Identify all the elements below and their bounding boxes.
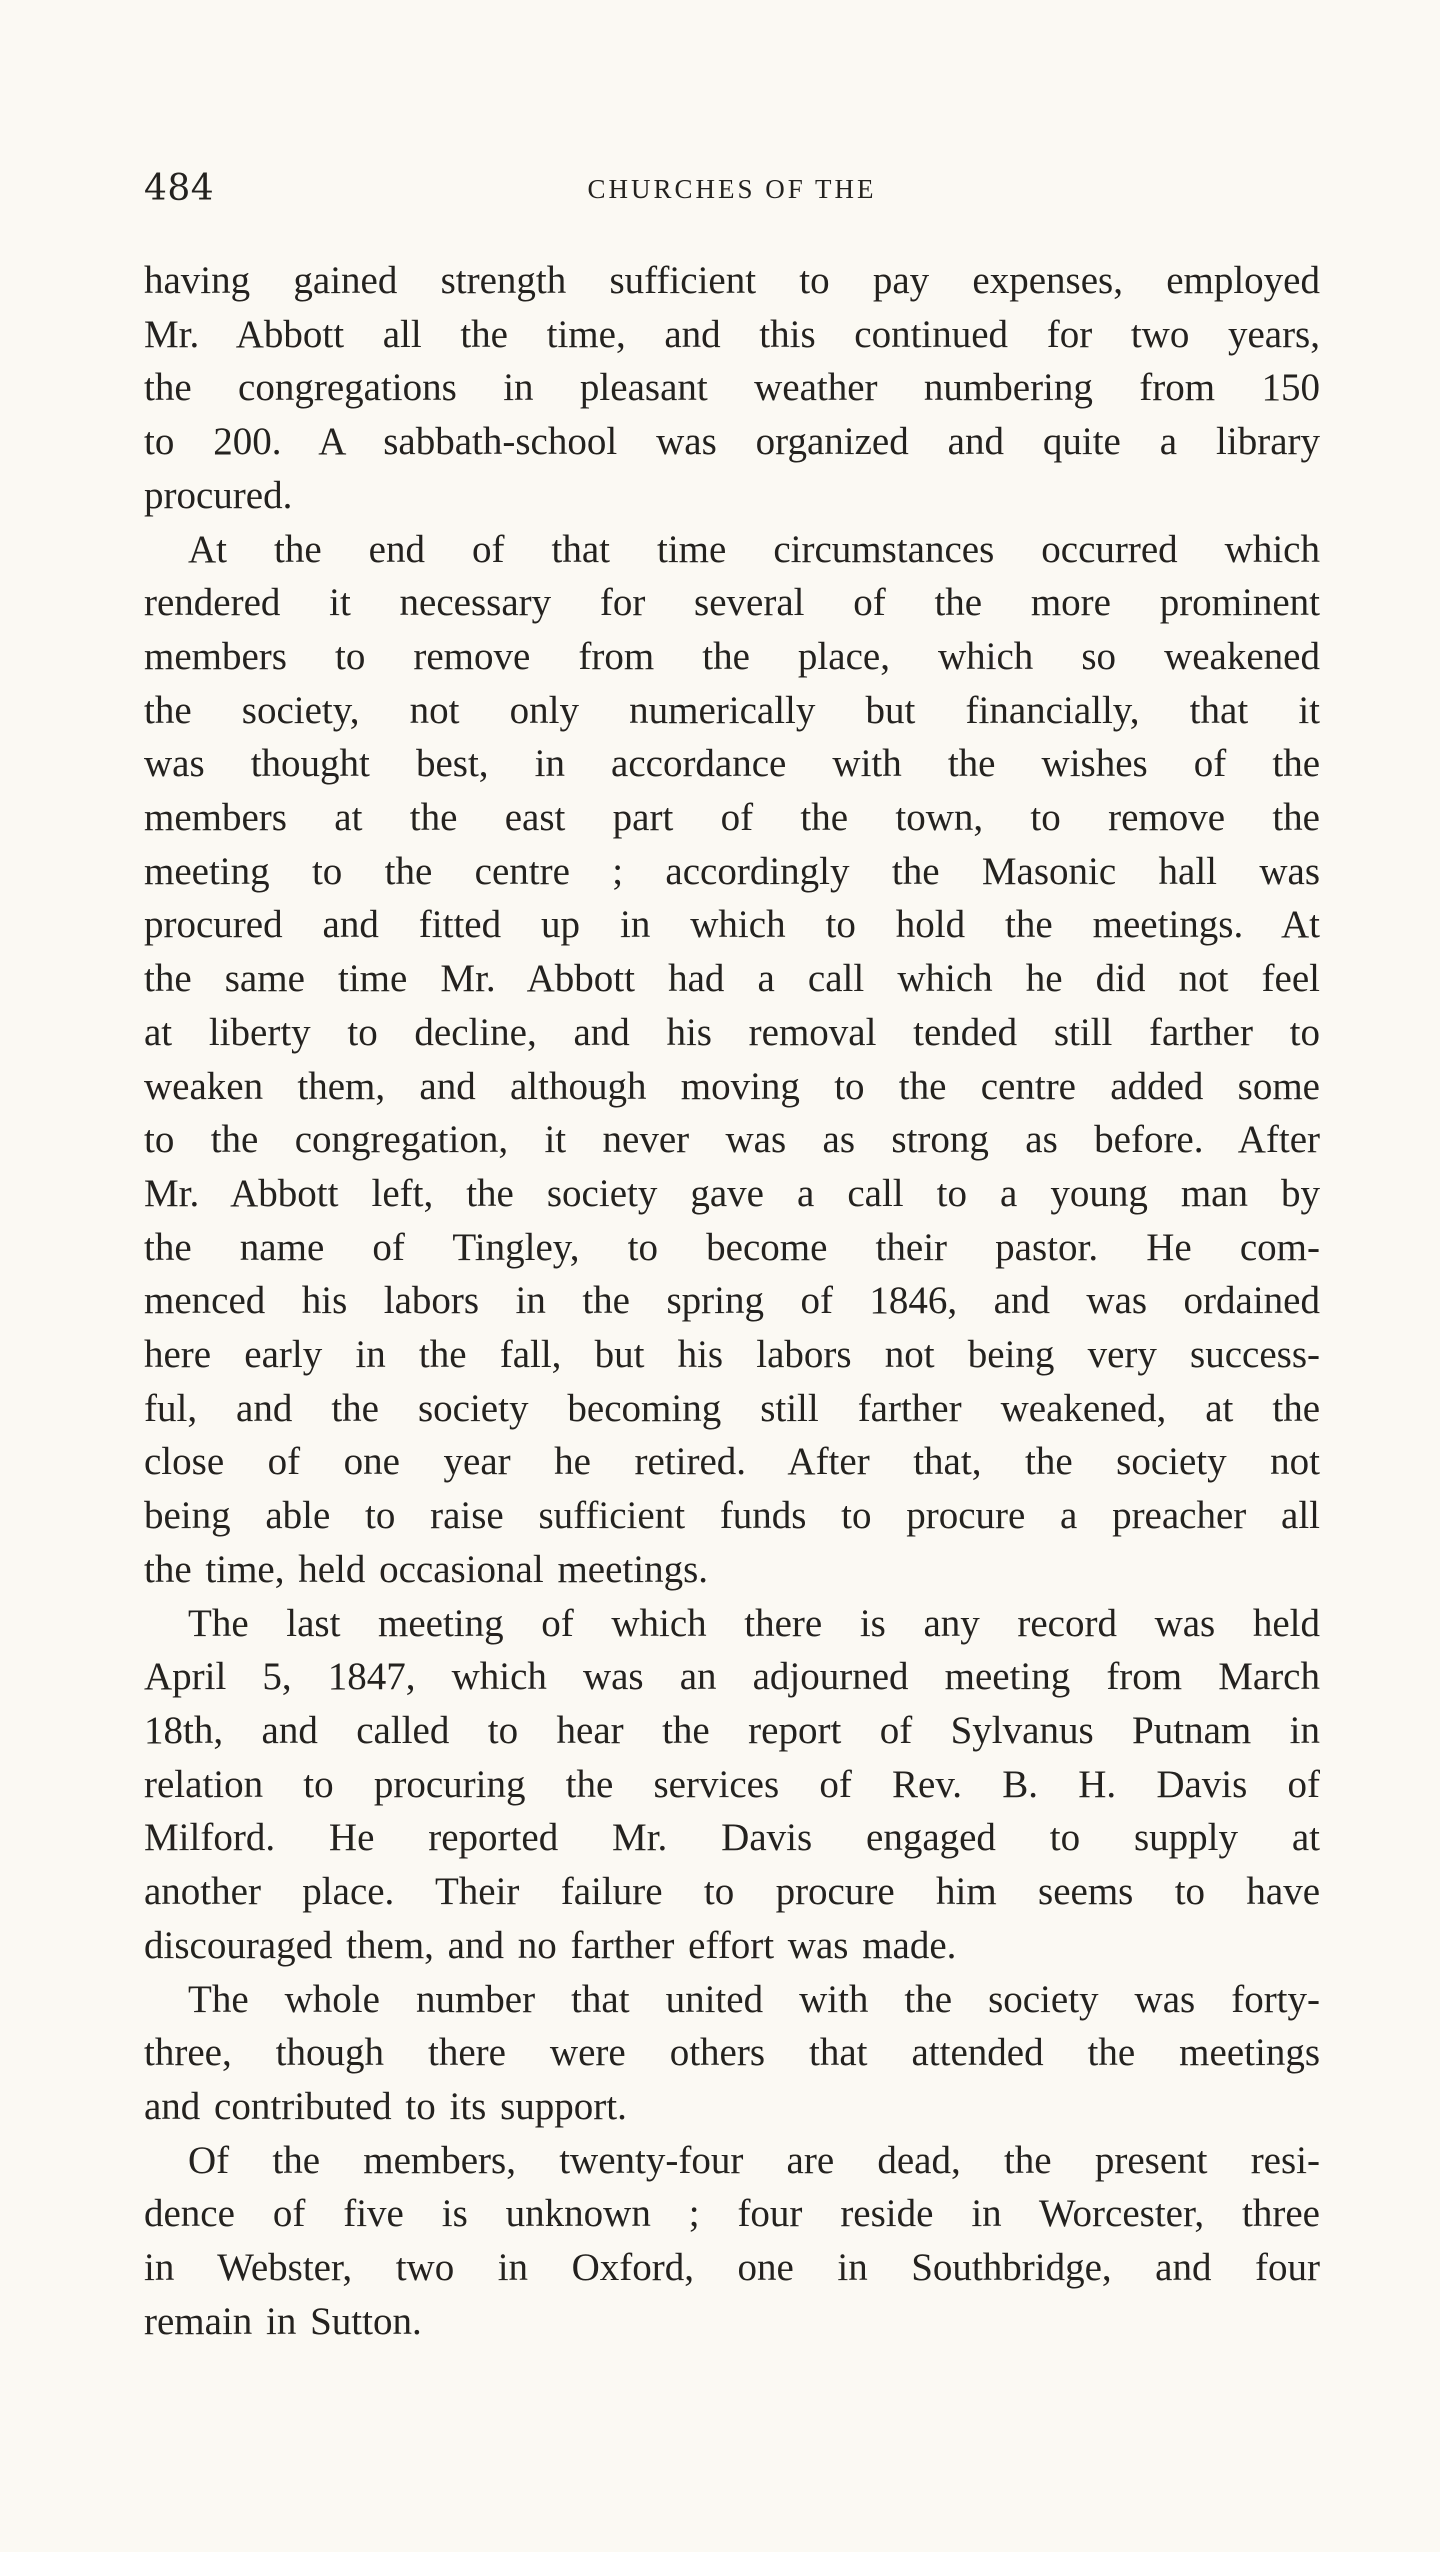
text-line: the name of Tingley, to become their pastor. He com- xyxy=(144,1225,1320,1269)
body-text xyxy=(144,254,1320,2348)
text-line: ful, and the society becoming still farther weakened, at the xyxy=(144,1386,1320,1430)
paragraph xyxy=(144,1973,1320,2134)
text-line: to 200. A sabbath-school was organized and quite a library xyxy=(144,420,1320,464)
page-number: 484 xyxy=(144,168,215,209)
paragraph xyxy=(144,523,1320,1597)
text-line: another place. Their failure to procure him seems to have xyxy=(144,1870,1320,1914)
text-line: the congregations in pleasant weather numbering from 150 xyxy=(144,366,1320,410)
text-line: meeting to the centre ; accordingly the Masonic hall was xyxy=(144,849,1320,893)
text-line: here early in the fall, but his labors not being very success- xyxy=(144,1333,1320,1377)
text-line: dence of five is unknown ; four reside in Worcester, three xyxy=(144,2192,1320,2236)
text-line: the society, not only numerically but financially, that it xyxy=(144,688,1320,732)
text-line: Milford. He reported Mr. Davis engaged to supply at xyxy=(144,1816,1320,1860)
text-line: the time, held occasional meetings. xyxy=(144,1547,708,1591)
text-line: relation to procuring the services of Rev. B. H. Davis of xyxy=(144,1762,1320,1806)
text-line: in Webster, two in Oxford, one in Southbridge, and four xyxy=(144,2246,1320,2290)
text-line: The whole number that united with the society was forty- xyxy=(188,1977,1320,2021)
text-line: procured. xyxy=(144,473,293,517)
text-line: close of one year he retired. After that, the society not xyxy=(144,1440,1320,1484)
running-head xyxy=(144,168,1320,218)
text-line: weaken them, and although moving to the centre added some xyxy=(144,1064,1320,1108)
text-line: April 5, 1847, which was an adjourned meeting from March xyxy=(144,1655,1320,1699)
text-line: rendered it necessary for several of the more prominent xyxy=(144,581,1320,625)
text-line: at liberty to decline, and his removal tended still farther to xyxy=(144,1010,1320,1054)
text-line: menced his labors in the spring of 1846, and was ordained xyxy=(144,1279,1320,1323)
text-line: Of the members, twenty-four are dead, the present resi- xyxy=(188,2138,1320,2182)
text-line: having gained strength sufficient to pay expenses, employed xyxy=(144,259,1320,302)
running-title: CHURCHES OF THE xyxy=(587,174,877,204)
paragraph xyxy=(144,1597,1320,1973)
text-line: being able to raise sufficient funds to procure a preacher all xyxy=(144,1494,1320,1538)
text-line: and contributed to its support. xyxy=(144,2084,627,2128)
text-line: members to remove from the place, which so weakened xyxy=(144,634,1320,678)
text-line: the same time Mr. Abbott had a call which he did not feel xyxy=(144,957,1320,1001)
text-line: was thought best, in accordance with the wishes of the xyxy=(144,742,1320,786)
text-line: discouraged them, and no farther effort was made. xyxy=(144,1923,957,1967)
paragraph xyxy=(144,2134,1320,2349)
text-line: remain in Sutton. xyxy=(144,2299,422,2343)
text-line: three, though there were others that attended the meetings xyxy=(144,2031,1320,2075)
paragraph xyxy=(144,254,1320,523)
text-line: Mr. Abbott all the time, and this continued for two years, xyxy=(144,312,1320,356)
text-line: Mr. Abbott left, the society gave a call to a young man by xyxy=(144,1171,1320,1215)
text-line: to the congregation, it never was as strong as before. After xyxy=(144,1118,1320,1162)
text-line: At the end of that time circumstances occurred which xyxy=(188,527,1320,571)
text-line: 18th, and called to hear the report of Sylvanus Putnam in xyxy=(144,1708,1320,1752)
text-line: members at the east part of the town, to remove the xyxy=(144,796,1320,840)
text-line: The last meeting of which there is any record was held xyxy=(188,1601,1320,1645)
text-line: procured and fitted up in which to hold the meetings. At xyxy=(144,903,1320,947)
